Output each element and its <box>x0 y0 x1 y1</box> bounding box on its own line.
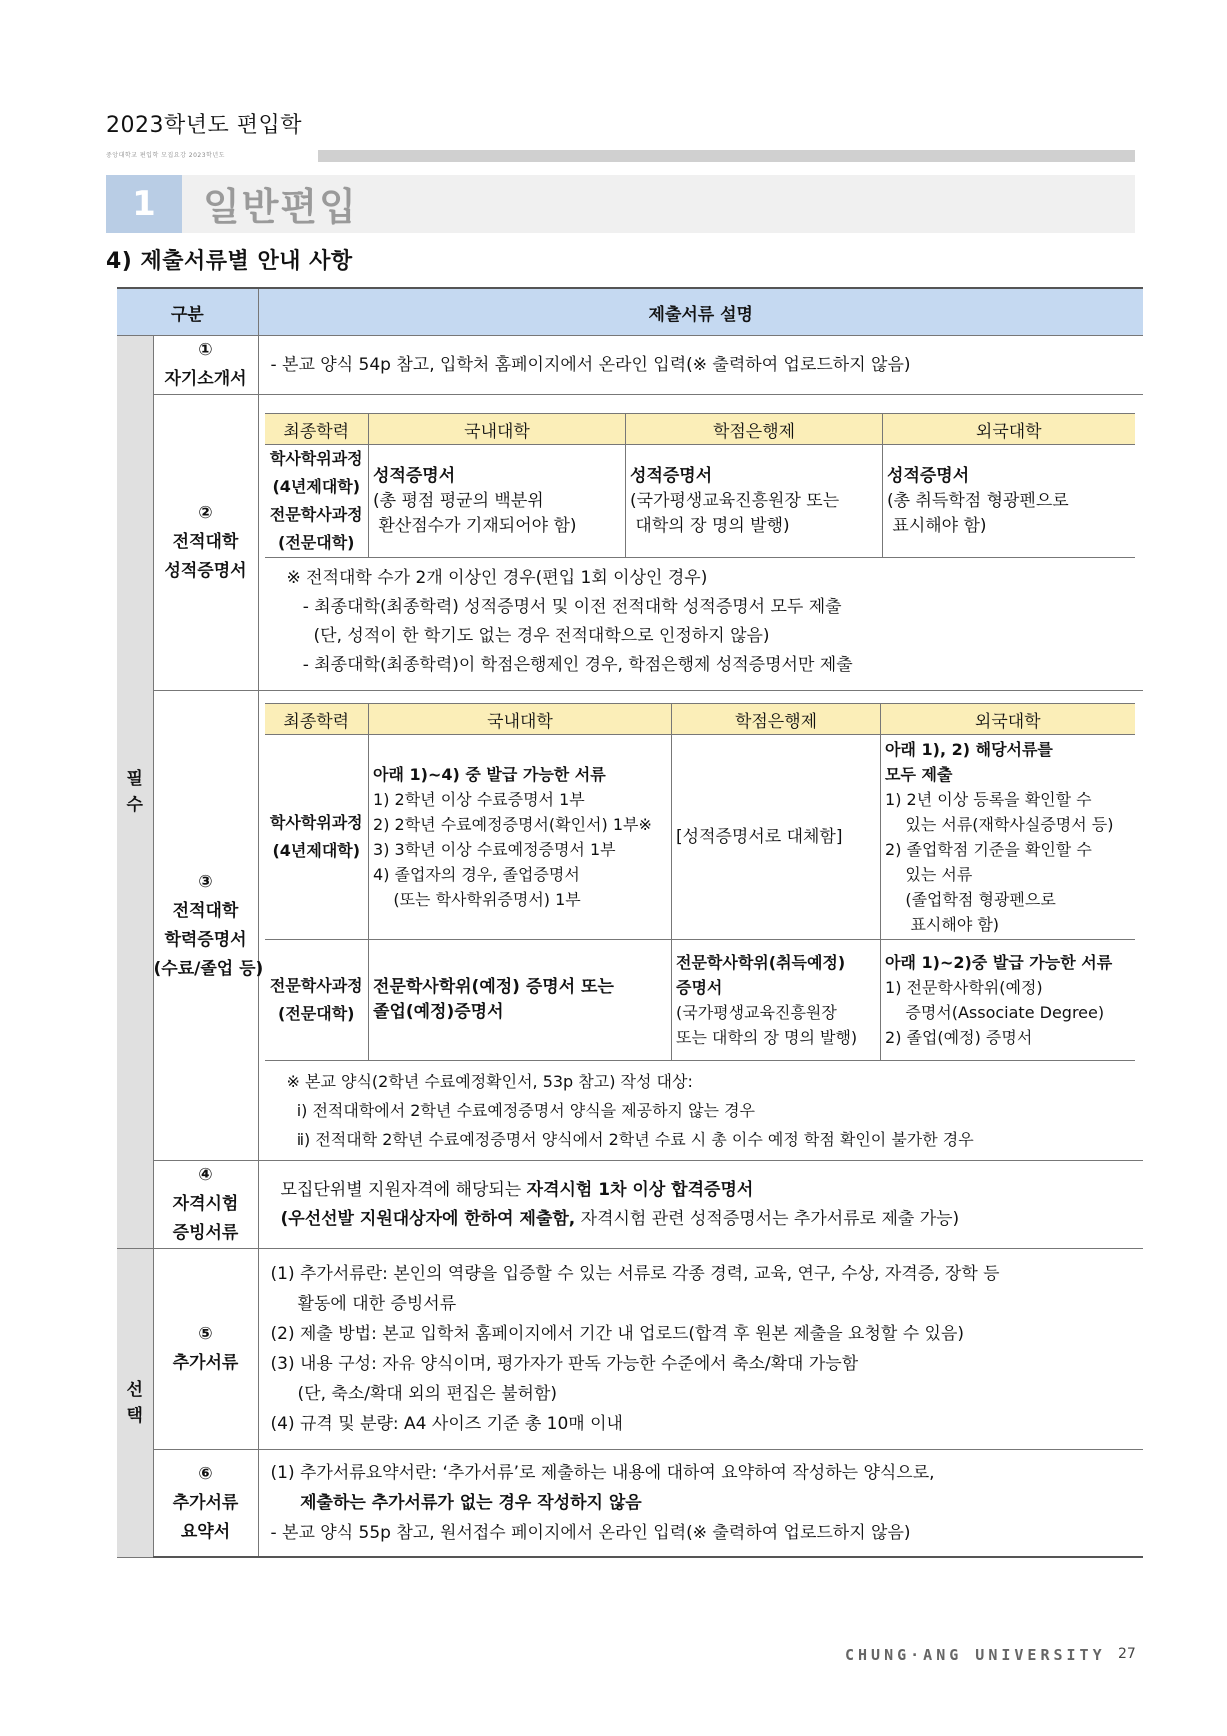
credit-bank-body: (국가평생교육진흥원장 또는 대학의 장 명의 발행) <box>630 490 840 536</box>
documents-table <box>117 287 1143 1558</box>
doc-transcript: ② 전적대학 성적증명서 <box>153 395 258 691</box>
transcript-inner-table <box>265 413 1135 558</box>
inner-head-level: 최종학력 <box>265 414 369 445</box>
associate-domestic-cell: 전문학사학위(예정) 증명서 또는 졸업(예정)증명서 <box>369 940 672 1061</box>
foreign-body: (총 취득학점 형광펜으로 표시해야 함) <box>887 490 1069 536</box>
inner-row <box>265 445 1135 558</box>
associate-credit-bank-title: 전문학사학위(취득예정) 증명서 <box>676 953 846 997</box>
desc-qualification-exam <box>258 1161 1143 1249</box>
table-row <box>117 1161 1143 1249</box>
bachelor-domestic-title: 아래 1)~4) 중 발급 가능한 서류 <box>373 765 606 784</box>
table-row <box>117 336 1143 395</box>
university-brand: CHUNG·ANG UNIVERSITY <box>845 1646 1106 1664</box>
level-associate: 전문학사과정 (전문대학) <box>269 505 363 552</box>
inner-header-row <box>265 414 1135 445</box>
bachelor-foreign-title: 아래 1), 2) 해당서류를 모두 제출 <box>885 740 1053 784</box>
bachelor-credit-bank-cell: [성적증명서로 대체함] <box>672 735 881 940</box>
domestic-title: 성적증명서 <box>373 465 456 486</box>
table-row <box>117 1249 1143 1450</box>
doc-additional-summary: ⑥ 추가서류 요약서 <box>153 1450 258 1558</box>
associate-foreign-title: 아래 1)~2)중 발급 가능한 서류 <box>885 953 1113 972</box>
bachelor-foreign-cell <box>881 735 1135 940</box>
desc-additional-summary <box>258 1450 1143 1558</box>
table-row <box>117 1450 1143 1558</box>
associate-credit-bank-body: (국가평생교육진흥원장 또는 대학의 장 명의 발행) <box>676 1003 858 1047</box>
document-subtitle: 중앙대학교 편입학 모집요강 2023학년도 <box>106 152 225 159</box>
credit-bank-title: 성적증명서 <box>630 465 713 486</box>
document-title: 2023학년도 편입학 <box>106 113 302 138</box>
inner-head-domestic: 국내대학 <box>369 704 672 735</box>
summary-line-1: (1) 추가서류요약서란: ‘추가서류’로 제출하는 내용에 대하여 요약하여 작성하는 양식으로, <box>270 1463 935 1483</box>
page-number: 27 <box>1118 1646 1136 1662</box>
level-bachelor: 학사학위과정 (4년제대학) <box>265 735 369 940</box>
category-required: 필 수 <box>117 336 153 1249</box>
summary-line-3: - 본교 양식 55p 참고, 원서접수 페이지에서 온라인 입력(※ 출력하여 업로드하지 않음) <box>270 1523 911 1543</box>
inner-head-credit-bank: 학점은행제 <box>672 704 881 735</box>
header-category: 구분 <box>117 288 258 336</box>
section-title: 일반편입 <box>203 185 358 229</box>
desc-self-introduction: - 본교 양식 54p 참고, 입학처 홈페이지에서 온라인 입력(※ 출력하여 업로드하지 않음) <box>258 336 1143 395</box>
qualification-line-2 <box>281 1205 1143 1234</box>
header-description: 제출서류 설명 <box>258 288 1143 336</box>
desc-transcript <box>258 395 1143 691</box>
level-associate: 전문학사과정 (전문대학) <box>265 940 369 1061</box>
summary-line-2: 제출하는 추가서류가 없는 경우 작성하지 않음 <box>270 1493 642 1513</box>
foreign-title: 성적증명서 <box>887 465 970 486</box>
table-header-row <box>117 288 1143 336</box>
inner-head-foreign: 외국대학 <box>881 704 1135 735</box>
qualification-line-1 <box>281 1176 1143 1205</box>
foreign-cell <box>883 445 1135 558</box>
doc-academic-certificate: ③ 전적대학 학력증명서 (수료/졸업 등) <box>153 691 258 1161</box>
inner-head-domestic: 국내대학 <box>369 414 626 445</box>
certificate-notes: ※ 본교 양식(2학년 수료예정확인서, 53p 참고) 작성 대상: ⅰ) 전적대학에서 2학년 수료예정증명서 양식을 제공하지 않는 경우 ⅱ) 전적대학 2학년 수료예정증명서 양식에서 2학년 수료 시 총 이수 예정 학점 확인이 불가한 경우 <box>286 1072 974 1149</box>
level-bachelor: 학사학위과정 (4년제대학) <box>269 449 363 496</box>
doc-self-introduction: ① 자기소개서 <box>153 336 258 395</box>
inner-head-level: 최종학력 <box>265 704 369 735</box>
inner-row <box>265 735 1135 940</box>
inner-level-cell <box>265 445 369 558</box>
credit-bank-cell <box>626 445 883 558</box>
qualification-line-2-emphasis: (우선선발 지원대상자에 한하여 제출함, <box>280 1208 576 1229</box>
bachelor-foreign-body: 1) 2년 이상 등록을 확인할 수 있는 서류(재학사실증명서 등) 2) 졸업학점 기준을 확인할 수 있는 서류 (졸업학점 형광펜으로 표시해야 함) <box>885 790 1114 934</box>
header-divider <box>318 150 1135 162</box>
qualification-line-2-text: 자격시험 관련 성적증명서는 추가서류로 제출 가능) <box>575 1208 960 1229</box>
associate-credit-bank-cell <box>672 940 881 1061</box>
section-number: 1 <box>132 184 156 224</box>
table-row <box>117 691 1143 1161</box>
qualification-line-1-emphasis: 자격시험 1차 이상 합격증명서 <box>526 1179 754 1200</box>
doc-additional: ⑤ 추가서류 <box>153 1249 258 1450</box>
qualification-line-1-text: 모집단위별 지원자격에 해당되는 <box>280 1179 527 1200</box>
transcript-notes: ※ 전적대학 수가 2개 이상인 경우(편입 1회 이상인 경우) - 최종대학(최종학력) 성적증명서 및 이전 전적대학 성적증명서 모두 제출 (단, 성적이 한 학기도 없는 경우 전적대학으로 인정하지 않음) - 최종대학(최종학력)이 학점은행제인 경우, 학점은행제 성적증명서만 제출 <box>286 568 853 675</box>
desc-additional: (1) 추가서류란: 본인의 역량을 입증할 수 있는 서류로 각종 경력, 교육, 연구, 수상, 자격증, 장학 등 활동에 대한 증빙서류 (2) 제출 방법: 본교 입학처 홈페이지에서 기간 내 업로드(합격 후 원본 제출을 요청할 수 있음) (3) 내용 구성: 자유 양식이며, 평가자가 판독 가능한 수준에서 축소/확대 가능함 (단, 축소/확대 외의 편집은 불허함) (4) 규격 및 분량: A4 사이즈 기준 총 10매 이내 <box>258 1249 1143 1450</box>
inner-header-row <box>265 704 1135 735</box>
section-number-box <box>106 175 182 233</box>
domestic-body: (총 평점 평균의 백분위 환산점수가 기재되어야 함) <box>373 490 577 536</box>
inner-row <box>265 940 1135 1061</box>
inner-head-credit-bank: 학점은행제 <box>626 414 883 445</box>
bachelor-domestic-cell <box>369 735 672 940</box>
certificate-inner-table <box>265 703 1135 1061</box>
doc-qualification-exam: ④ 자격시험 증빙서류 <box>153 1161 258 1249</box>
inner-head-foreign: 외국대학 <box>883 414 1135 445</box>
associate-foreign-body: 1) 전문학사학위(예정) 증명서(Associate Degree) 2) 졸업(예정) 증명서 <box>885 978 1105 1047</box>
bachelor-domestic-body: 1) 2학년 이상 수료증명서 1부 2) 2학년 수료예정증명서(확인서) 1부※ 3) 3학년 이상 수료예정증명서 1부 4) 졸업자의 경우, 졸업증명서 (또는 학사학위증명서) 1부 <box>373 790 652 909</box>
category-optional: 선 택 <box>117 1249 153 1558</box>
desc-academic-certificate <box>258 691 1143 1161</box>
associate-foreign-cell <box>881 940 1135 1061</box>
domestic-cell <box>369 445 626 558</box>
subheading: 4) 제출서류별 안내 사항 <box>106 249 353 274</box>
table-row <box>117 395 1143 691</box>
